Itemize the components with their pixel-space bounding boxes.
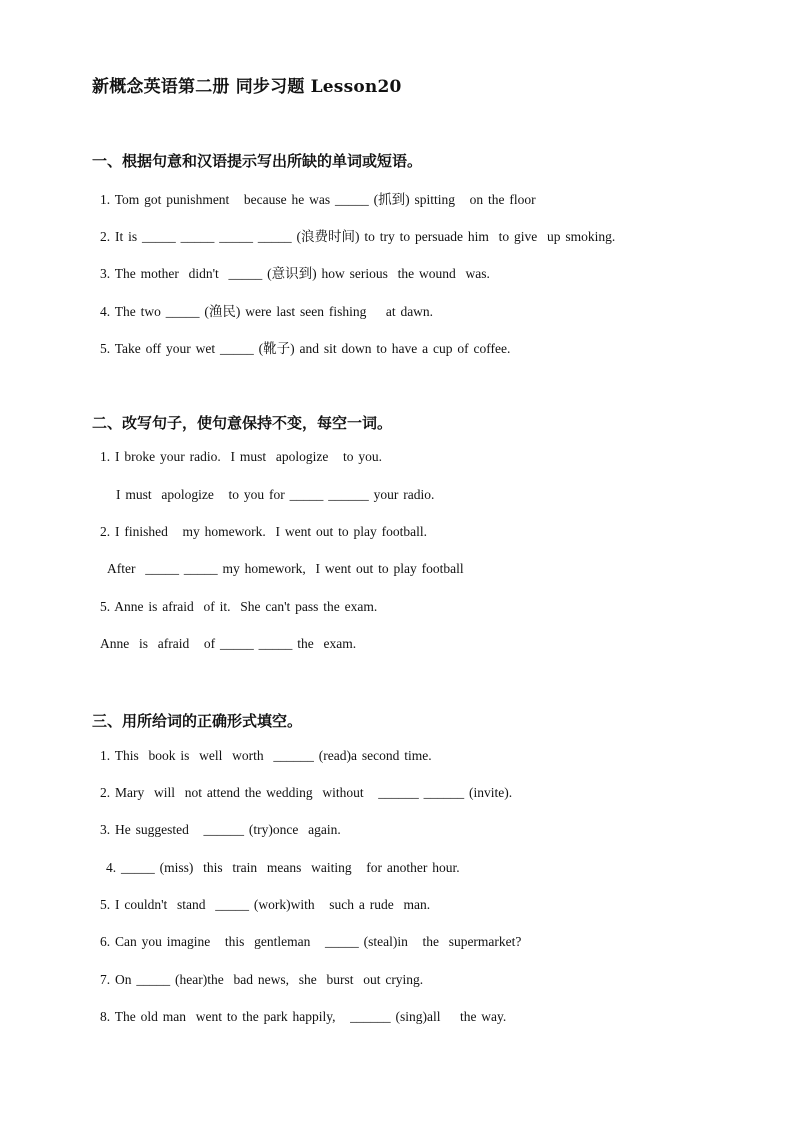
section1-heading: 一、根据句意和汉语提示写出所缺的单词或短语。 bbox=[92, 152, 423, 170]
section3-item-6: 6. Can you imagine this gentleman _____ (steal)in the supermarket? bbox=[100, 934, 522, 949]
section1-item-2: 2. It is _____ _____ _____ _____ (浪费时间) to try to persuade him to give up smoking. bbox=[100, 229, 616, 244]
section3-item-5: 5. I couldn't stand _____ (work)with such a rude man. bbox=[100, 897, 431, 912]
section2-item-2: 2. I finished my homework. I went out to play football. bbox=[100, 524, 427, 539]
page-title: 新概念英语第二册 同步习题 Lesson20 bbox=[92, 77, 402, 97]
section3-item-1: 1. This book is well worth ______ (read)a second time. bbox=[100, 748, 432, 763]
section2-item-1-rewrite: I must apologize to you for _____ ______ your radio. bbox=[116, 487, 435, 502]
section1-item-1: 1. Tom got punishment because he was _____ (抓到) spitting on the floor bbox=[100, 192, 536, 207]
section1-item-3: 3. The mother didn't _____ (意识到) how serious the wound was. bbox=[100, 266, 490, 281]
section2-item-2-rewrite: After _____ _____ my homework, I went out to play football bbox=[107, 561, 464, 576]
section3-item-8: 8. The old man went to the park happily, ______ (sing)all the way. bbox=[100, 1009, 507, 1024]
section1-item-5: 5. Take off your wet _____ (靴子) and sit down to have a cup of coffee. bbox=[100, 341, 511, 356]
section3-heading: 三、用所给词的正确形式填空。 bbox=[92, 712, 303, 730]
section2-heading: 二、改写句子，使句意保持不变，每空一词。 bbox=[92, 414, 393, 432]
section3-item-2: 2. Mary will not attend the wedding without ______ ______ (invite). bbox=[100, 785, 513, 800]
section1-item-4: 4. The two _____ (渔民) were last seen fishing at dawn. bbox=[100, 304, 434, 319]
section3-item-3: 3. He suggested ______ (try)once again. bbox=[100, 822, 341, 837]
section3-item-4: 4. _____ (miss) this train means waiting for another hour. bbox=[106, 860, 460, 875]
section2-item-5-rewrite: Anne is afraid of _____ _____ the exam. bbox=[100, 636, 357, 651]
section2-item-1: 1. I broke your radio. I must apologize to you. bbox=[100, 449, 382, 464]
section2-item-5: 5. Anne is afraid of it. She can't pass the exam. bbox=[100, 599, 378, 614]
section3-item-7: 7. On _____ (hear)the bad news, she burst out crying. bbox=[100, 972, 424, 987]
